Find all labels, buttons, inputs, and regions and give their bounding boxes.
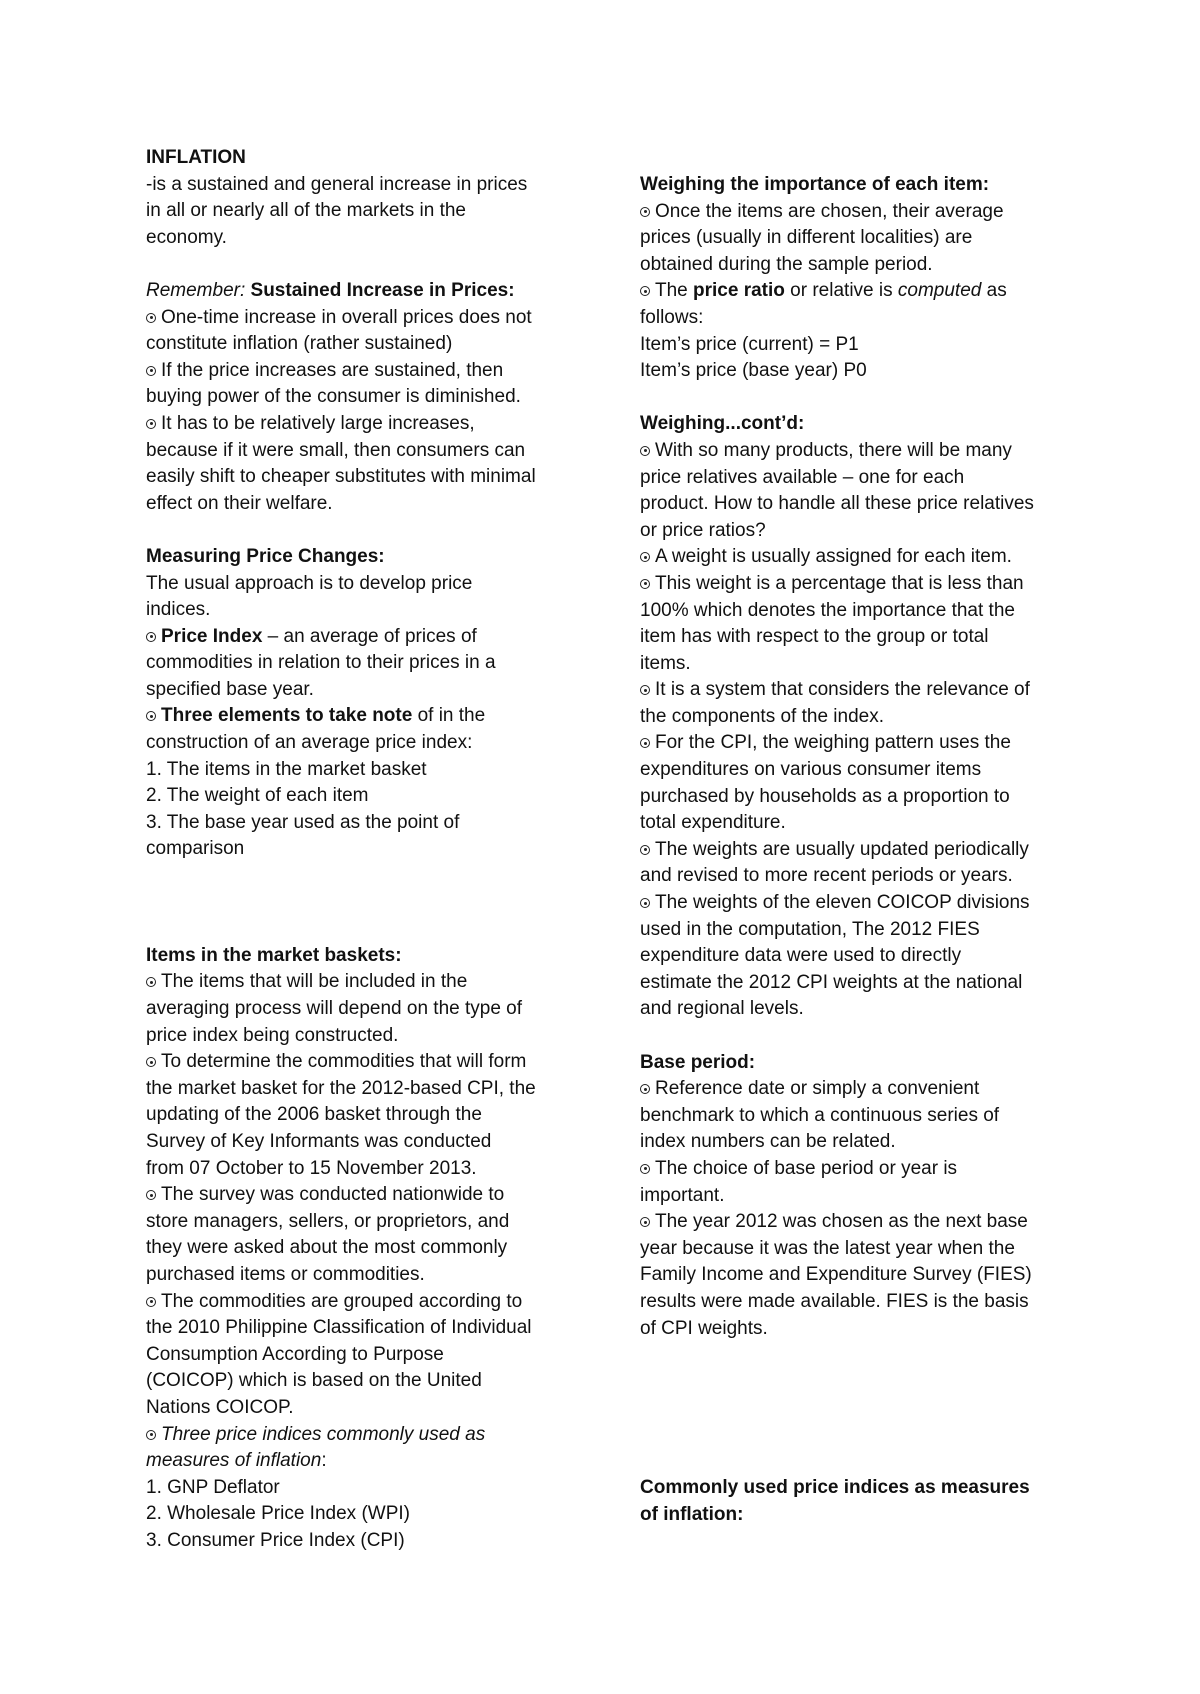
bullet-icon [146,1430,156,1440]
text-line: comparison [146,838,245,860]
list-item: A weight is usually assigned for each item. [640,544,1070,571]
bullet-icon [640,738,650,748]
list-item: Reference date or simply a convenient [640,1076,1070,1103]
text-line: effect on their welfare. [146,492,333,514]
bullet-icon [640,446,650,456]
text-line: items. [640,652,691,674]
list-item: It has to be relatively large increases, [146,411,576,438]
text-line: buying power of the consumer is diminished. [146,386,521,408]
text-line: Family Income and Expenditure Survey (FIES) [640,1264,1032,1286]
text-line: index numbers can be related. [640,1131,896,1153]
text-line: benchmark to which a continuous series of [640,1104,1000,1126]
text-line: of CPI weights. [640,1317,768,1339]
list-item: The weights are usually updated periodically [640,837,1070,864]
list-item: One-time increase in overall prices does not [146,305,576,332]
right-column [640,172,1070,1528]
list-item: It is a system that considers the relevance of [640,677,1070,704]
text-line: obtained during the sample period. [640,253,933,275]
bullet-icon [146,711,156,721]
text-line: 1. The items in the market basket [146,758,427,780]
text-line: (COICOP) which is based on the United [146,1370,482,1392]
bullet-icon [640,207,650,217]
text-line: averaging process will depend on the type of [146,998,523,1019]
bullet-icon [640,1084,650,1094]
text-line: measures of inflation: [146,1450,327,1472]
text-line: product. How to handle all these price relatives [640,493,1034,515]
text-line: 1. GNP Deflator [146,1476,280,1498]
text-line: year because it was the latest year when the [640,1237,1015,1259]
text-line: 2. Wholesale Price Index (WPI) [146,1503,410,1525]
text-line: commodities in relation to their prices in a [146,652,496,674]
bullet-icon [640,1217,650,1227]
text-line: price index being constructed. [146,1024,399,1046]
text-line: The usual approach is to develop price [146,572,473,594]
text-line: 3. The base year used as the point of [146,811,460,833]
list-item: The items that will be included in the [146,969,576,996]
bullet-icon [146,1297,156,1307]
text-line: Consumption According to Purpose [146,1343,444,1365]
bullet-icon [640,1164,650,1174]
list-item: The year 2012 was chosen as the next base [640,1209,1070,1236]
text-line: Nations COICOP. [146,1396,294,1418]
text-line: easily shift to cheaper substitutes with minimal [146,466,536,488]
list-item: The commodities are grouped according to [146,1289,576,1316]
text-line: they were asked about the most commonly [146,1237,508,1259]
left-column [146,145,576,1554]
list-item: To determine the commodities that will form [146,1049,576,1076]
measuring-heading: Measuring Price Changes: [146,545,385,567]
list-item: Three price indices commonly used as [146,1422,576,1449]
items-heading: Items in the market baskets: [146,944,402,966]
text-line: specified base year. [146,678,314,700]
list-item: Price Index – an average of prices of [146,624,576,651]
text-line: the market basket for the 2012-based CPI, the [146,1077,536,1099]
bullet-icon [640,579,650,589]
text-line: results were made available. FIES is the basis [640,1290,1029,1312]
list-item: The survey was conducted nationwide to [146,1182,576,1209]
text-line: purchased by households as a proportion to [640,785,1010,807]
text-line: used in the computation, The 2012 FIES [640,918,980,940]
definition-line: economy. [146,226,227,248]
text-line: estimate the 2012 CPI weights at the national [640,971,1023,993]
text-line: price relatives available – one for each [640,466,965,488]
definition-line: -is a sustained and general increase in prices [146,173,528,195]
list-item: This weight is a percentage that is less than [640,571,1070,598]
bullet-icon [146,1057,156,1067]
text-line: item has with respect to the group or total [640,626,989,648]
list-item: With so many products, there will be many [640,438,1070,465]
text-line: store managers, sellers, or proprietors, and [146,1210,510,1232]
text-line: prices (usually in different localities) are [640,227,973,249]
bullet-icon [146,632,156,642]
list-item: For the CPI, the weighing pattern uses the [640,730,1070,757]
bullet-icon [146,1190,156,1200]
commonly-heading: of inflation: [640,1503,744,1525]
definition-line: in all or nearly all of the markets in the [146,200,466,222]
text-line: expenditures on various consumer items [640,759,982,781]
list-item: Once the items are chosen, their average [640,199,1070,226]
text-line: or price ratios? [640,519,766,541]
list-item: The weights of the eleven COICOP divisions [640,890,1070,917]
base-heading: Base period: [640,1051,756,1073]
list-item: Three elements to take note of in the [146,703,576,730]
text-line: because if it were small, then consumers can [146,439,526,461]
text-line: expenditure data were used to directly [640,945,962,967]
text-line: and revised to more recent periods or years. [640,865,1013,887]
commonly-heading: Commonly used price indices as measures [640,1477,1030,1499]
text-line: construction of an average price index: [146,732,473,754]
text-line: Survey of Key Informants was conducted [146,1130,492,1152]
text-line: total expenditure. [640,812,786,834]
remember-heading: Remember: Sustained Increase in Prices: [146,279,515,301]
bullet-icon [146,313,156,323]
text-line: from 07 October to 15 November 2013. [146,1157,477,1179]
weighing-heading: Weighing the importance of each item: [640,174,990,195]
list-item: The choice of base period or year is [640,1156,1070,1183]
list-item: If the price increases are sustained, then [146,358,576,385]
text-line: 2. The weight of each item [146,785,369,807]
text-line: Item’s price (current) = P1 [640,333,859,355]
text-line: 3. Consumer Price Index (CPI) [146,1529,405,1551]
bullet-icon [146,419,156,429]
text-line: indices. [146,599,211,621]
bullet-icon [146,366,156,376]
list-item: The price ratio or relative is computed as [640,278,1070,305]
text-line: and regional levels. [640,998,804,1020]
text-line: constitute inflation (rather sustained) [146,333,453,355]
bullet-icon [640,845,650,855]
text-line: the 2010 Philippine Classification of Individual [146,1317,532,1339]
text-line: updating of the 2006 basket through the [146,1104,482,1126]
contd-heading: Weighing...cont’d: [640,413,805,435]
text-line: 100% which denotes the importance that the [640,599,1015,621]
bullet-icon [640,898,650,908]
text-line: important. [640,1184,725,1206]
bullet-icon [640,286,650,296]
bullet-icon [146,977,156,987]
text-line: follows: [640,306,704,328]
doc-title: INFLATION [146,147,246,168]
text-line: Item’s price (base year) P0 [640,360,867,382]
bullet-icon [640,685,650,695]
bullet-icon [640,552,650,562]
text-line: purchased items or commodities. [146,1263,425,1285]
text-line: the components of the index. [640,705,884,727]
